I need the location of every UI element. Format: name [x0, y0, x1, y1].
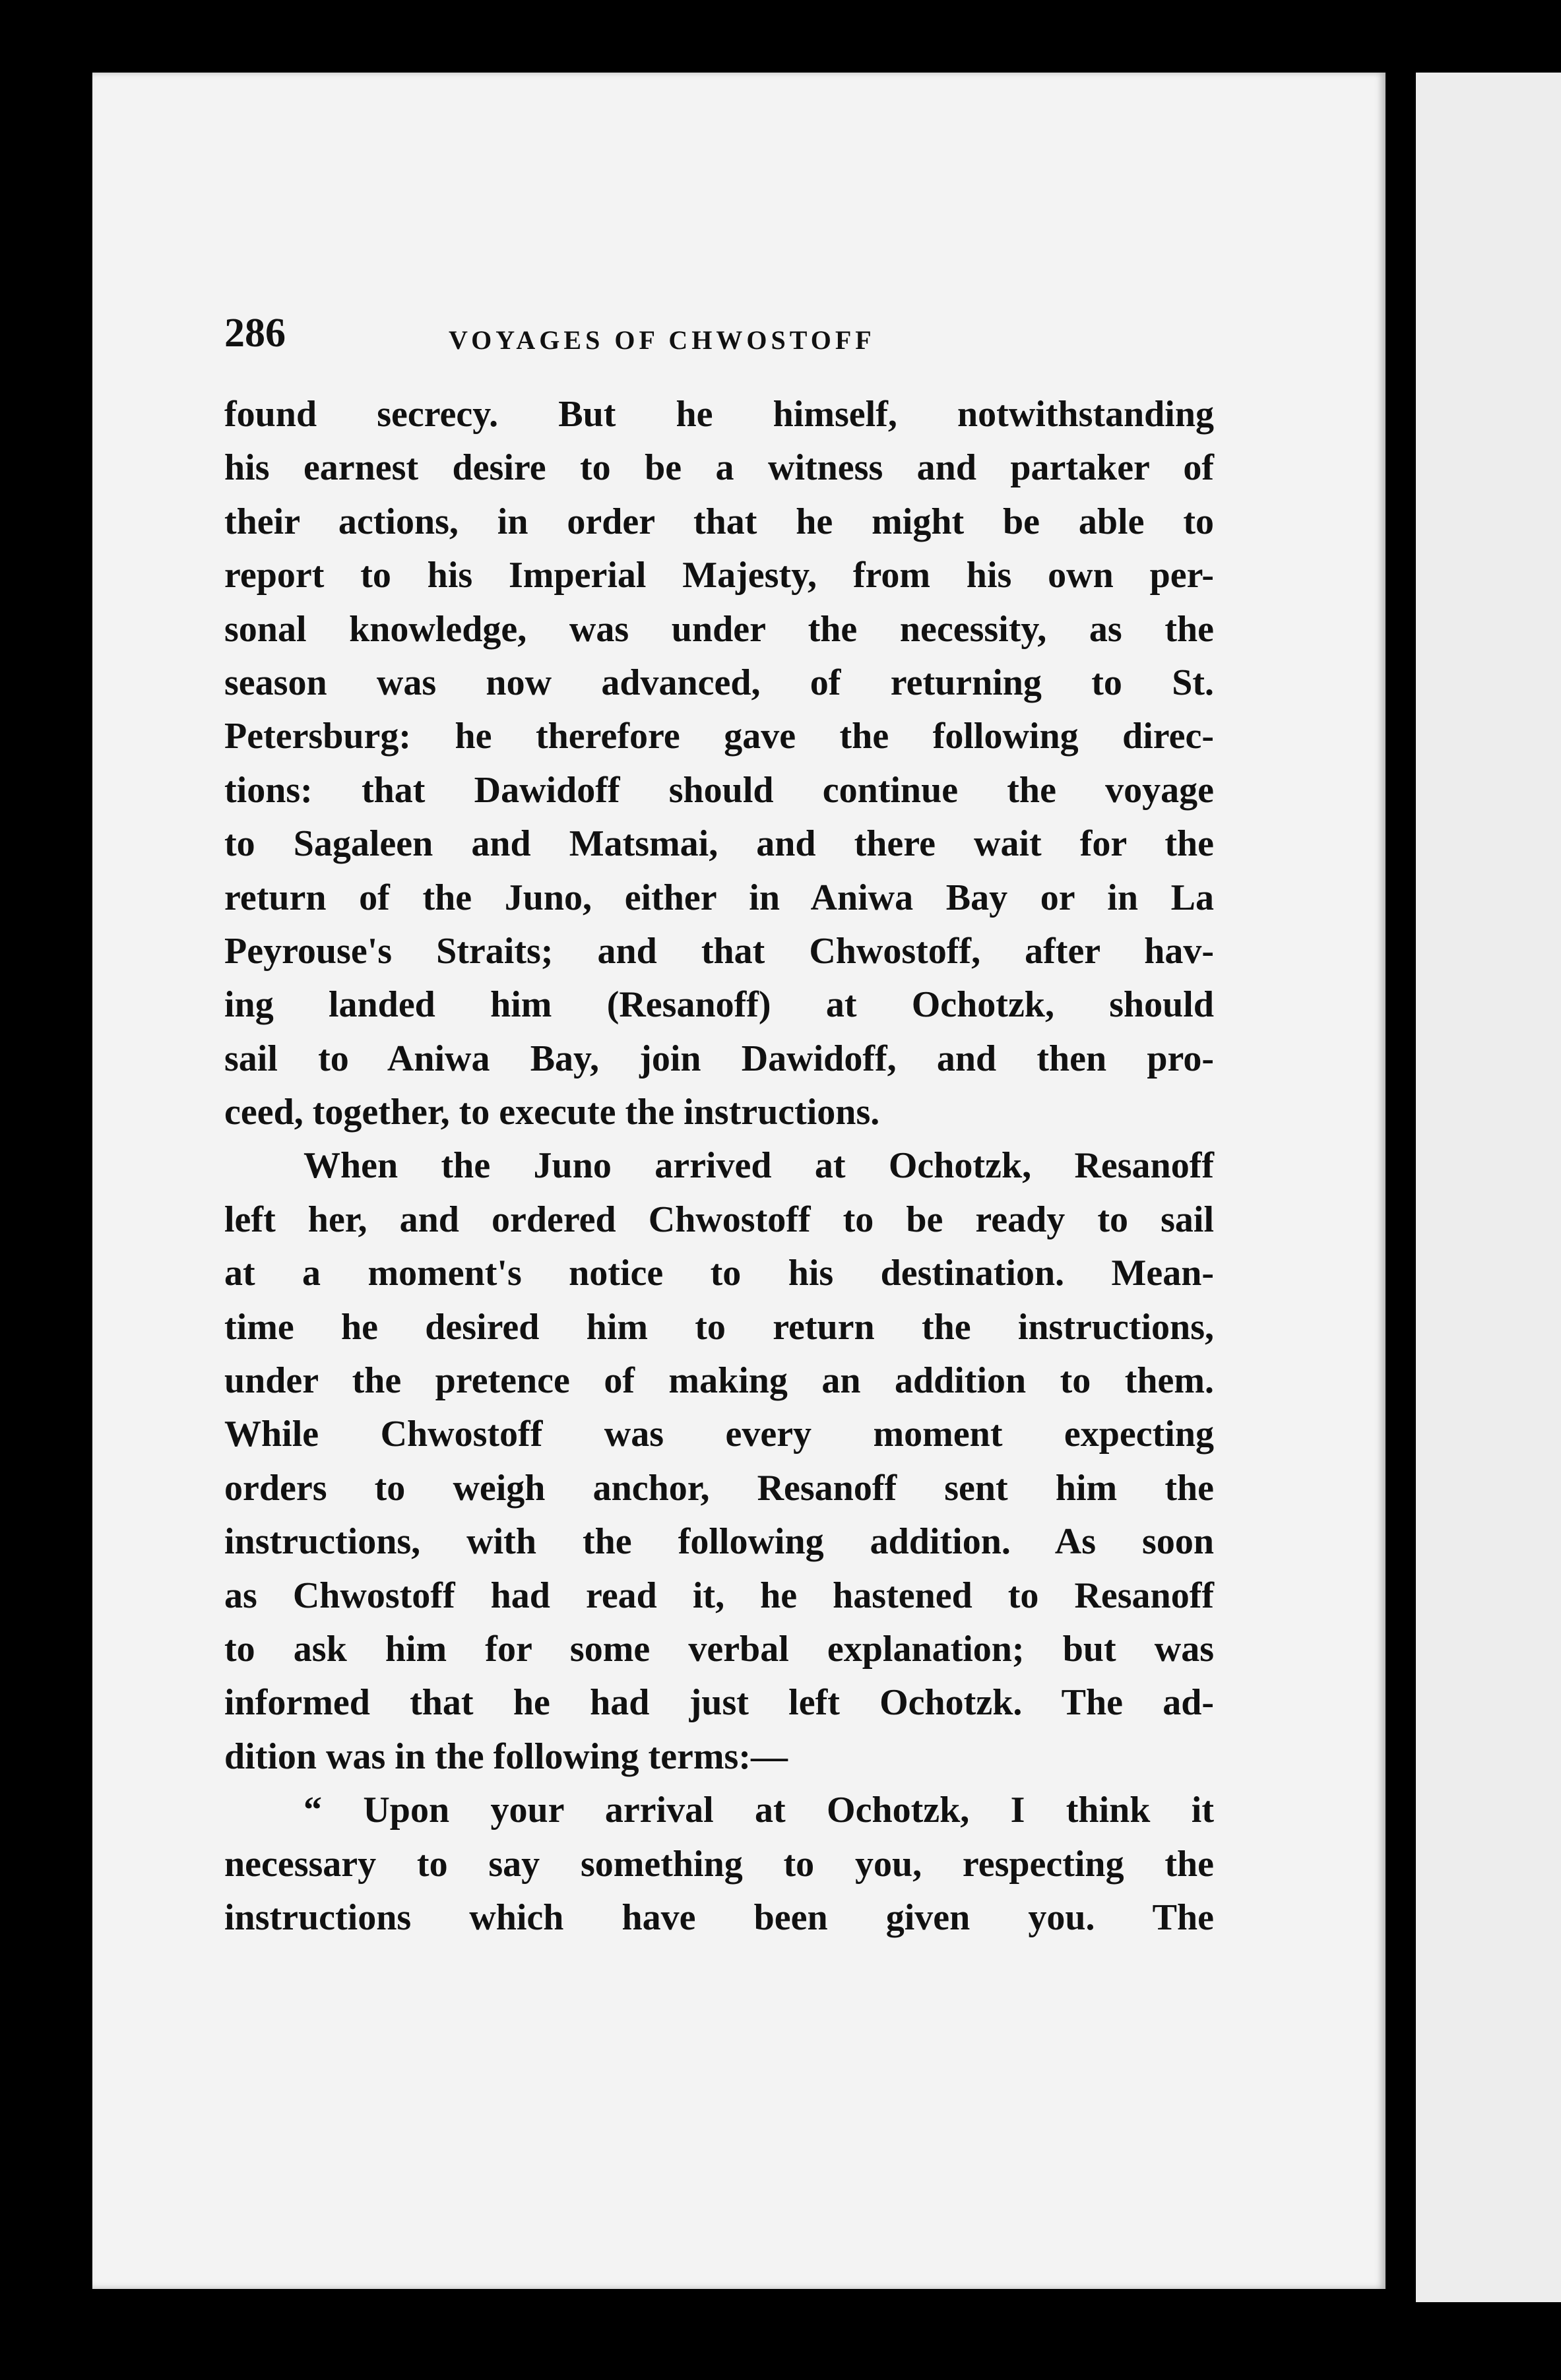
text-line: as Chwostoff had read it, he hastened to Resanoff [224, 1575, 1214, 1616]
text-line: under the pretence of making an addition to them. [224, 1360, 1214, 1402]
text-line: time he desired him to return the instructions, [224, 1306, 1214, 1348]
text-line: While Chwostoff was every moment expecting [224, 1414, 1214, 1455]
facing-page-edge [1412, 73, 1561, 2302]
text-line: found secrecy. But he himself, notwithstanding [224, 394, 1214, 435]
text-line: to ask him for some verbal explanation; but was [224, 1628, 1214, 1670]
text-line: orders to weigh anchor, Resanoff sent him the [224, 1467, 1214, 1509]
text-line: informed that he had just left Ochotzk. The ad- [224, 1682, 1214, 1724]
text-line: his earnest desire to be a witness and partaker of [224, 447, 1214, 489]
text-line: left her, and ordered Chwostoff to be ready to sail [224, 1199, 1214, 1240]
text-line: ceed, together, to execute the instructions. [224, 1092, 880, 1133]
running-title: VOYAGES OF CHWOSTOFF [449, 325, 876, 355]
text-line: report to his Imperial Majesty, from his own per- [224, 555, 1214, 596]
text-line: season was now advanced, of returning to St. [224, 662, 1214, 703]
page-header [224, 310, 990, 369]
text-line: Petersburg: he therefore gave the following direc- [224, 716, 1214, 757]
text-line: tions: that Dawidoff should continue the voyage [224, 769, 1214, 811]
text-line: instructions, with the following addition. As soon [224, 1521, 1214, 1563]
text-line: sonal knowledge, was under the necessity, as the [224, 608, 1214, 650]
text-line: “ Upon your arrival at Ochotzk, I think it [303, 1790, 1214, 1831]
text-line: When the Juno arrived at Ochotzk, Resanoff [303, 1145, 1214, 1187]
text-line: dition was in the following terms:— [224, 1736, 788, 1777]
text-line: their actions, in order that he might be able to [224, 501, 1214, 542]
text-line: return of the Juno, either in Aniwa Bay or in La [224, 877, 1214, 918]
text-line: Peyrouse's Straits; and that Chwostoff, after hav- [224, 930, 1214, 972]
text-line: sail to Aniwa Bay, join Dawidoff, and then pro- [224, 1038, 1214, 1079]
text-line: necessary to say something to you, respecting the [224, 1843, 1214, 1885]
text-line: ing landed him (Resanoff) at Ochotzk, should [224, 984, 1214, 1026]
text-line: to Sagaleen and Matsmai, and there wait for the [224, 823, 1214, 865]
page-number: 286 [224, 311, 286, 356]
body-text [224, 388, 1214, 1945]
text-line: at a moment's notice to his destination. Mean- [224, 1253, 1214, 1294]
text-line: instructions which have been given you. The [224, 1896, 1214, 1938]
